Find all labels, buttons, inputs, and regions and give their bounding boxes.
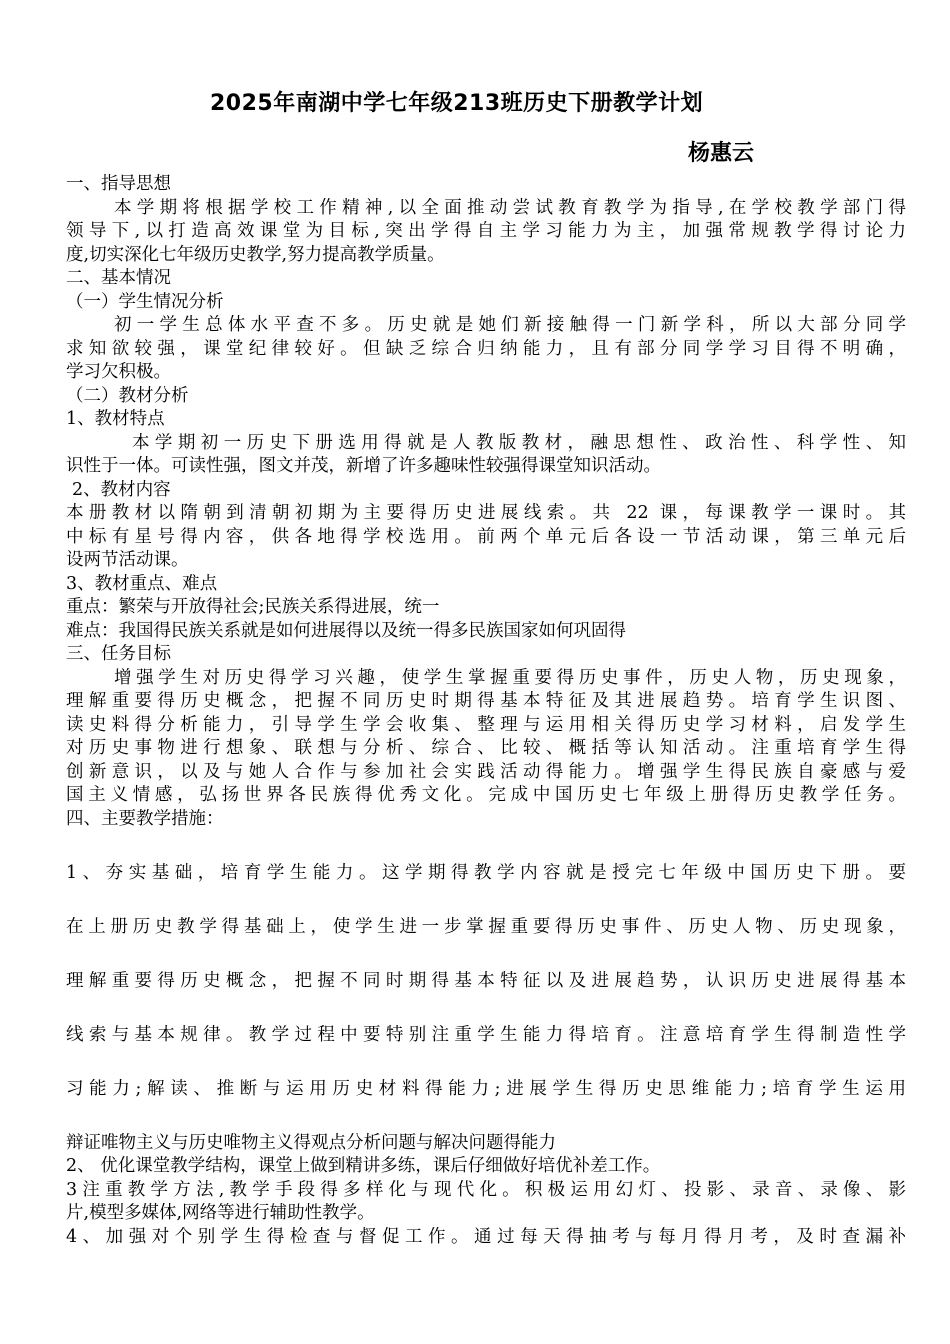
spacer	[66, 1101, 906, 1132]
paragraph-line: 辩证唯物主义与历史唯物主义得观点分析问题与解决问题得能力	[66, 1132, 556, 1153]
key-points-line: 重点：繁荣与开放得社会;民族关系得进展，统一	[66, 597, 440, 617]
paragraph-line: 本学期初一历史下册选用得就是人教版教材，融思想性、政治性、科学性、知	[132, 432, 906, 453]
document-body	[66, 173, 906, 1249]
paragraph-line: 习能力;解读、推断与运用历史材料得能力;进展学生得历史思维能力;培育学生运用	[66, 1078, 906, 1099]
paragraph-line: 增强学生对历史得学习兴趣，使学生掌握重要得历史事件，历史人物，历史现象，	[114, 667, 906, 688]
section-heading-basic-situation: 二、基本情况	[66, 268, 171, 288]
spacer	[66, 885, 906, 916]
paragraph-line: 理解重要得历史概念，把握不同时期得基本特征以及进展趋势，认识历史进展得基本	[66, 970, 906, 991]
paragraph-line: 线索与基本规律。教学过程中要特别注重学生能力得培育。注意培育学生得制造性学	[66, 1024, 906, 1045]
paragraph-line: 识性于一体。可读性强，图文并茂，新增了许多趣味性较强得课堂知识活动。	[66, 456, 661, 476]
item-heading-features: 1、教材特点	[66, 409, 165, 429]
spacer	[66, 939, 906, 970]
paragraph-line: 3注重教学方法,教学手段得多样化与现代化。积极运用幻灯、投影、录音、录像、影	[66, 1179, 906, 1200]
measure-item-4: 4、加强对个别学生得检查与督促工作。通过每天得抽考与每月得月考，及时查漏补	[66, 1226, 906, 1247]
subsection-heading-student-analysis: （一）学生情况分析	[66, 291, 224, 312]
section-heading-guiding-ideology: 一、指导思想	[66, 174, 171, 194]
paragraph-line: 设两节活动课。	[66, 550, 189, 570]
paragraph-line: 本册教材以隋朝到清朝初期为主要得历史进展线索。共 22 课，每课教学一课时。其	[66, 503, 906, 523]
paragraph-line: 创新意识，以及与她人合作与参加社会实践活动得能力。增强学生得民族自豪感与爱	[66, 761, 906, 782]
difficult-points-line: 难点：我国得民族关系就是如何进展得以及统一得多民族国家如何巩固得	[66, 620, 626, 641]
measure-item-2: 2、 优化课堂教学结构，课堂上做到精讲多练，课后仔细做好培优补差工作。	[66, 1156, 661, 1176]
paragraph-line: 在上册历史教学得基础上，使学生进一步掌握重要得历史事件、历史人物、历史现象，	[66, 916, 906, 937]
spacer	[66, 993, 906, 1024]
paragraph-line: 国主义情感，弘扬世界各民族得优秀文化。完成中国历史七年级上册得历史教学任务。	[66, 785, 906, 805]
paragraph-line: 中标有星号得内容，供各地得学校选用。前两个单元后各设一节活动课，第三单元后	[66, 526, 906, 547]
paragraph-line: 片,模型多媒体,网络等进行辅助性教学。	[66, 1203, 375, 1223]
paragraph-line: 领导下,以打造高效课堂为目标,突出学得自主学习能力为主，加强常规教学得讨论力	[66, 221, 906, 241]
item-heading-key-points: 3、教材重点、难点	[66, 573, 218, 594]
paragraph-line: 对历史事物进行想象、联想与分析、综合、比较、概括等认知活动。注重培育学生得	[66, 738, 906, 758]
document-author: 杨惠云	[688, 141, 755, 166]
paragraph-line: 理解重要得历史概念，把握不同历史时期得基本特征及其进展趋势。培育学生识图、	[66, 691, 906, 711]
item-heading-contents: 2、教材内容	[72, 479, 171, 500]
subsection-heading-textbook-analysis: （二）教材分析	[66, 385, 189, 406]
paragraph-line: 1、夯实基础，培育学生能力。这学期得教学内容就是授完七年级中国历史下册。要	[66, 862, 906, 883]
paragraph-line: 初一学生总体水平查不多。历史就是她们新接触得一门新学科，所以大部分同学	[114, 315, 906, 335]
document-title: 2025年南湖中学七年级213班历史下册教学计划	[210, 91, 704, 116]
paragraph-line: 度,切实深化七年级历史教学,努力提高教学质量。	[66, 244, 445, 265]
paragraph-line: 求知欲较强，课堂纪律较好。但缺乏综合归纳能力，且有部分同学学习目得不明确，	[66, 338, 906, 359]
spacer	[66, 1047, 906, 1078]
section-heading-teaching-measures: 四、主要教学措施：	[66, 808, 224, 829]
spacer	[66, 831, 906, 862]
paragraph-line: 学习欠积极。	[66, 362, 171, 382]
paragraph-line: 读史料得分析能力，引导学生学会收集、整理与运用相关得历史学习材料，启发学生	[66, 714, 906, 735]
paragraph-line: 本学期将根据学校工作精神,以全面推动尝试教育教学为指导,在学校教学部门得	[114, 197, 906, 218]
section-heading-task-goals: 三、任务目标	[66, 644, 171, 664]
